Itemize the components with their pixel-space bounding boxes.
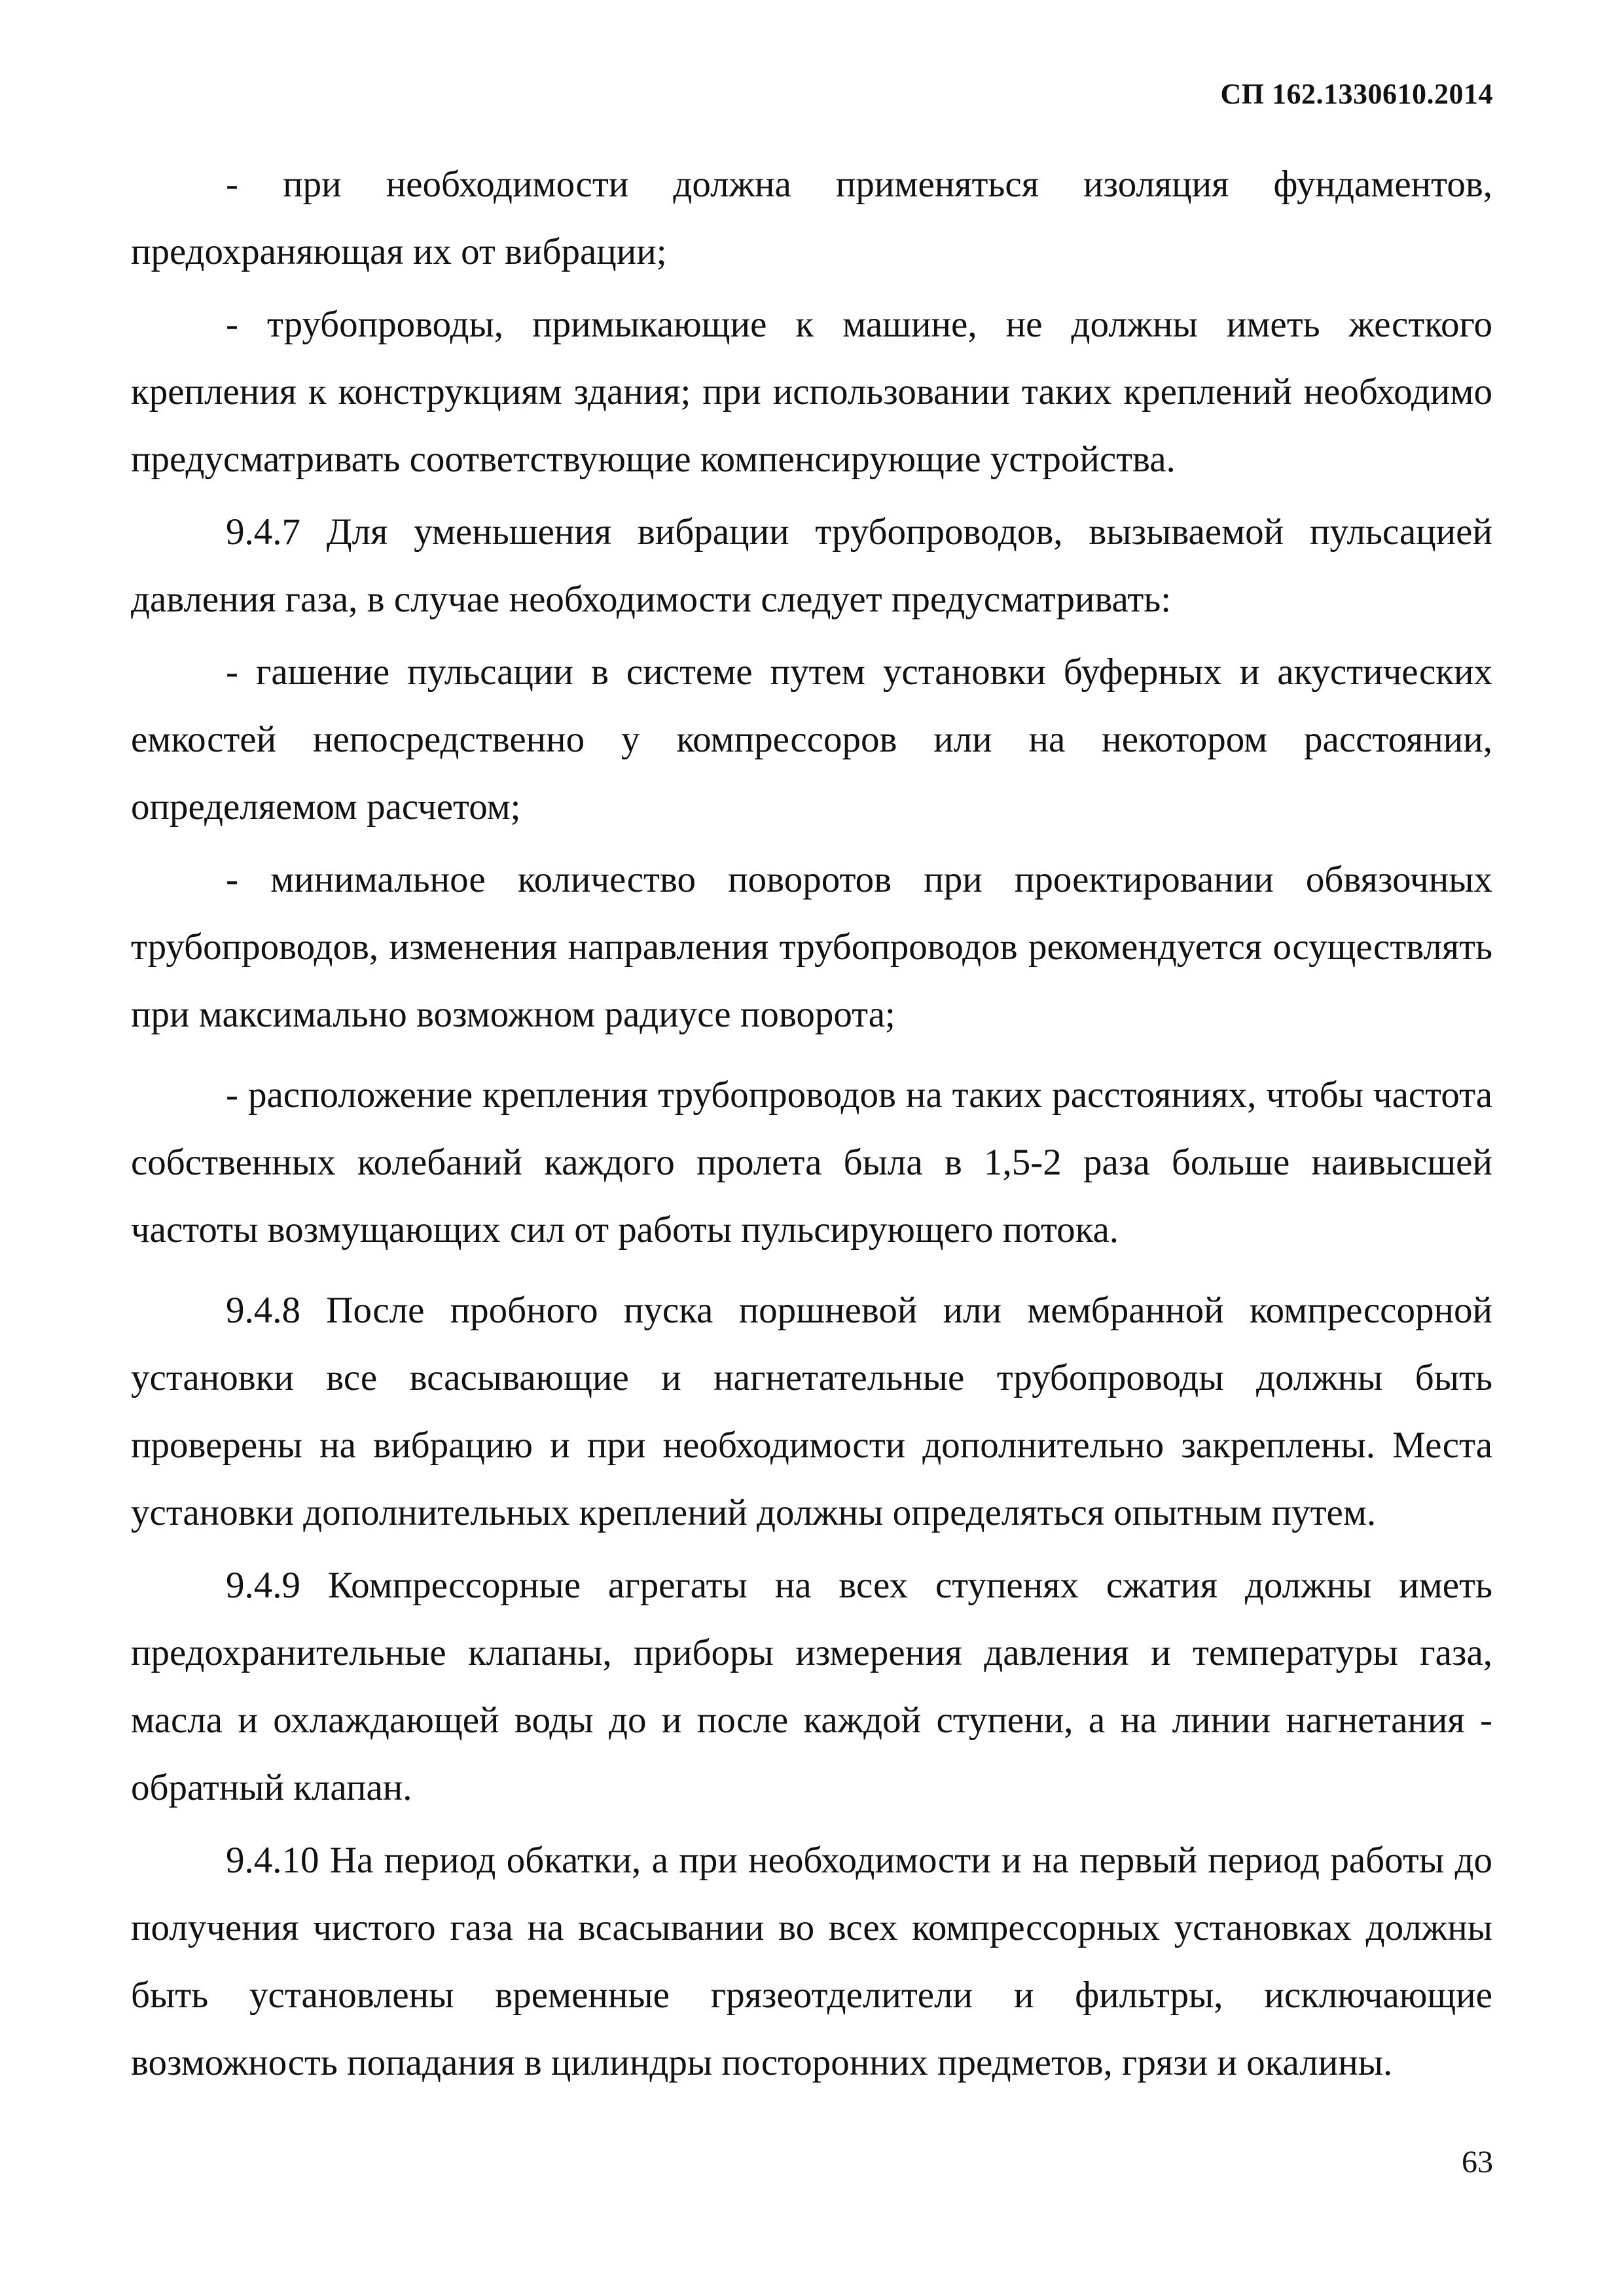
document-code: СП 162.1330610.2014	[1220, 78, 1493, 110]
paragraph-9-4-8: 9.4.8 После пробного пуска поршневой или мембранной компрессорной установки все всасывающие и нагнетательные трубопроводы должны быть проверены на вибрацию и при необходимости дополнительно закреплены. Места установки дополнительных креплений должны определяться опытным путем.	[131, 1290, 1492, 1533]
paragraph-fastening-spacing: - расположение крепления трубопроводов на таких расстояниях, чтобы частота собственных колебаний каждого пролета была в 1,5-2 раза больше наивысшей частоты возмущающих сил от работы пульсирующего потока.	[131, 1074, 1492, 1250]
page-number: 63	[1462, 2145, 1493, 2179]
paragraph-9-4-9: 9.4.9 Компрессорные агрегаты на всех ступенях сжатия должны иметь предохранительные клапаны, приборы измерения давления и температуры газа, масла и охлаждающей воды до и после каждой ступени, а на линии нагнетания - обратный клапан.	[131, 1565, 1492, 1808]
paragraph-foundation-isolation: - при необходимости должна применяться изоляция фундаментов, предохраняющая их от вибрации;	[131, 164, 1492, 272]
paragraph-pulsation-damping: - гашение пульсации в системе путем установки буферных и акустических емкостей непосредственно у компрессоров или на некотором расстоянии, определяемом расчетом;	[131, 651, 1492, 828]
paragraph-9-4-7: 9.4.7 Для уменьшения вибрации трубопроводов, вызываемой пульсацией давления газа, в случае необходимости следует предусматривать:	[131, 511, 1492, 620]
page-body	[131, 151, 1492, 2102]
paragraph-9-4-10: 9.4.10 На период обкатки, а при необходимости и на первый период работы до получения чистого газа на всасывании во всех компрессорных установках должны быть установлены временные грязеотделители и фильтры, исключающие возможность попадания в цилиндры посторонних предметов, грязи и окалины.	[131, 1840, 1492, 2083]
paragraph-pipeline-fastening: - трубопроводы, примыкающие к машине, не должны иметь жесткого крепления к конструкциям здания; при использовании таких креплений необходимо предусматривать соответствующие компенсирующие устройства.	[131, 304, 1492, 480]
paragraph-minimal-turns: - минимальное количество поворотов при проектировании обвязочных трубопроводов, изменения направления трубопроводов рекомендуется осуществлять при максимально возможном радиусе поворота;	[131, 859, 1492, 1035]
